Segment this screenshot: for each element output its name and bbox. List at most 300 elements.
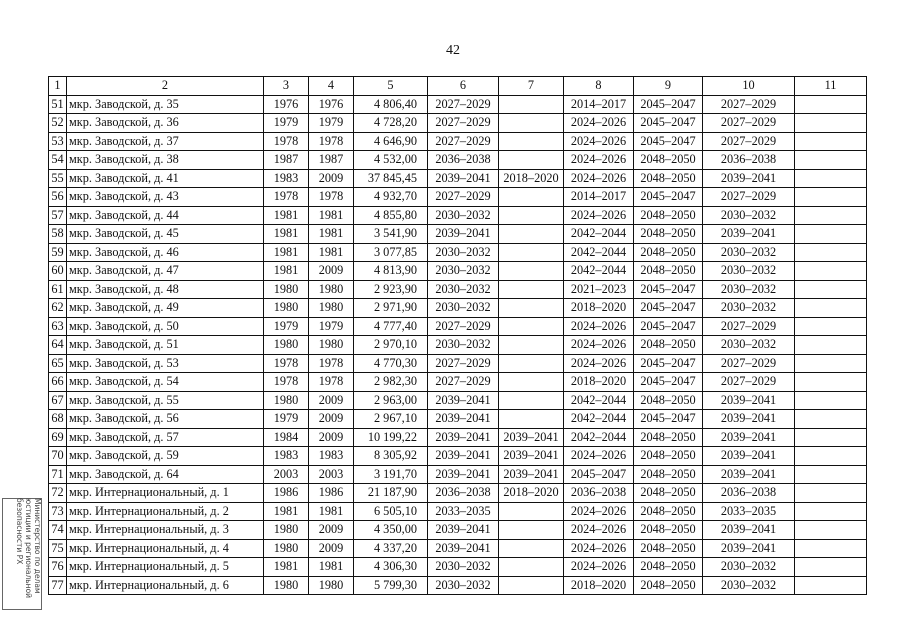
cell-year-reconstructed: 1979 xyxy=(309,114,354,133)
cell-period-d: 2045–2047 xyxy=(634,114,703,133)
cell-notes xyxy=(795,410,867,429)
cell-period-a: 2027–2029 xyxy=(428,114,499,133)
cell-period-d: 2048–2050 xyxy=(634,558,703,577)
cell-period-b xyxy=(499,280,564,299)
cell-year-built: 1981 xyxy=(264,243,309,262)
cell-period-e: 2039–2041 xyxy=(703,521,795,540)
cell-period-e: 2033–2035 xyxy=(703,502,795,521)
cell-period-e: 2027–2029 xyxy=(703,188,795,207)
column-header-6: 6 xyxy=(428,77,499,96)
cell-period-c: 2024–2026 xyxy=(564,447,634,466)
cell-row-number: 64 xyxy=(49,336,67,355)
cell-notes xyxy=(795,465,867,484)
cell-row-number: 77 xyxy=(49,576,67,595)
cell-area: 5 799,30 xyxy=(354,576,428,595)
cell-period-c: 2024–2026 xyxy=(564,206,634,225)
cell-period-b xyxy=(499,317,564,336)
cell-period-a: 2039–2041 xyxy=(428,465,499,484)
cell-row-number: 58 xyxy=(49,225,67,244)
cell-period-a: 2039–2041 xyxy=(428,169,499,188)
cell-notes xyxy=(795,521,867,540)
cell-period-b: 2039–2041 xyxy=(499,465,564,484)
cell-year-built: 1987 xyxy=(264,151,309,170)
cell-row-number: 56 xyxy=(49,188,67,207)
cell-address: мкр. Заводской, д. 36 xyxy=(67,114,264,133)
cell-notes xyxy=(795,206,867,225)
cell-period-d: 2045–2047 xyxy=(634,317,703,336)
column-header-1: 1 xyxy=(49,77,67,96)
cell-year-reconstructed: 1980 xyxy=(309,576,354,595)
cell-row-number: 62 xyxy=(49,299,67,318)
cell-address: мкр. Заводской, д. 46 xyxy=(67,243,264,262)
cell-year-built: 1981 xyxy=(264,502,309,521)
cell-notes xyxy=(795,447,867,466)
cell-period-a: 2030–2032 xyxy=(428,280,499,299)
cell-area: 4 806,40 xyxy=(354,95,428,114)
table-row xyxy=(49,447,867,466)
cell-area: 8 305,92 xyxy=(354,447,428,466)
cell-year-built: 1978 xyxy=(264,373,309,392)
cell-year-reconstructed: 1987 xyxy=(309,151,354,170)
cell-address: мкр. Заводской, д. 59 xyxy=(67,447,264,466)
cell-notes xyxy=(795,299,867,318)
cell-area: 4 532,00 xyxy=(354,151,428,170)
cell-row-number: 54 xyxy=(49,151,67,170)
cell-period-a: 2030–2032 xyxy=(428,299,499,318)
cell-year-reconstructed: 2009 xyxy=(309,428,354,447)
table-row xyxy=(49,95,867,114)
cell-address: мкр. Заводской, д. 51 xyxy=(67,336,264,355)
cell-year-built: 1986 xyxy=(264,484,309,503)
cell-period-c: 2018–2020 xyxy=(564,299,634,318)
cell-period-d: 2045–2047 xyxy=(634,410,703,429)
table-row xyxy=(49,391,867,410)
cell-period-a: 2030–2032 xyxy=(428,336,499,355)
cell-area: 2 963,00 xyxy=(354,391,428,410)
cell-notes xyxy=(795,484,867,503)
cell-area: 21 187,90 xyxy=(354,484,428,503)
cell-period-d: 2045–2047 xyxy=(634,132,703,151)
cell-period-b xyxy=(499,151,564,170)
cell-row-number: 72 xyxy=(49,484,67,503)
cell-notes xyxy=(795,558,867,577)
cell-period-e: 2039–2041 xyxy=(703,428,795,447)
table-row xyxy=(49,410,867,429)
cell-row-number: 69 xyxy=(49,428,67,447)
cell-period-e: 2027–2029 xyxy=(703,114,795,133)
cell-row-number: 55 xyxy=(49,169,67,188)
cell-area: 4 777,40 xyxy=(354,317,428,336)
cell-notes xyxy=(795,169,867,188)
cell-year-built: 1981 xyxy=(264,262,309,281)
cell-area: 3 541,90 xyxy=(354,225,428,244)
cell-period-a: 2027–2029 xyxy=(428,132,499,151)
cell-row-number: 60 xyxy=(49,262,67,281)
cell-period-e: 2030–2032 xyxy=(703,262,795,281)
cell-year-built: 1981 xyxy=(264,558,309,577)
page-number: 42 xyxy=(446,43,460,58)
cell-period-c: 2042–2044 xyxy=(564,428,634,447)
registration-stamp xyxy=(2,498,42,610)
cell-address: мкр. Заводской, д. 35 xyxy=(67,95,264,114)
table-row xyxy=(49,558,867,577)
cell-row-number: 73 xyxy=(49,502,67,521)
cell-period-b: 2039–2041 xyxy=(499,428,564,447)
cell-period-e: 2030–2032 xyxy=(703,558,795,577)
cell-period-b xyxy=(499,299,564,318)
cell-period-c: 2021–2023 xyxy=(564,280,634,299)
cell-period-d: 2048–2050 xyxy=(634,428,703,447)
column-header-11: 11 xyxy=(795,77,867,96)
cell-period-c: 2024–2026 xyxy=(564,169,634,188)
cell-period-a: 2039–2041 xyxy=(428,391,499,410)
cell-period-c: 2042–2044 xyxy=(564,262,634,281)
cell-period-e: 2027–2029 xyxy=(703,373,795,392)
cell-period-e: 2039–2041 xyxy=(703,447,795,466)
cell-year-reconstructed: 1980 xyxy=(309,336,354,355)
cell-year-reconstructed: 1978 xyxy=(309,373,354,392)
cell-period-e: 2036–2038 xyxy=(703,484,795,503)
cell-area: 4 646,90 xyxy=(354,132,428,151)
cell-period-d: 2048–2050 xyxy=(634,336,703,355)
cell-period-d: 2048–2050 xyxy=(634,243,703,262)
cell-notes xyxy=(795,225,867,244)
cell-row-number: 71 xyxy=(49,465,67,484)
cell-notes xyxy=(795,132,867,151)
cell-address: мкр. Заводской, д. 56 xyxy=(67,410,264,429)
cell-address: мкр. Интернациональный, д. 2 xyxy=(67,502,264,521)
cell-year-reconstructed: 1981 xyxy=(309,206,354,225)
cell-period-c: 2014–2017 xyxy=(564,188,634,207)
cell-period-b xyxy=(499,410,564,429)
table-row xyxy=(49,151,867,170)
cell-address: мкр. Интернациональный, д. 6 xyxy=(67,576,264,595)
cell-period-d: 2045–2047 xyxy=(634,354,703,373)
table-row xyxy=(49,299,867,318)
stamp-line: безопасности РХ xyxy=(15,498,24,565)
cell-year-built: 1976 xyxy=(264,95,309,114)
table-row xyxy=(49,539,867,558)
cell-period-d: 2048–2050 xyxy=(634,521,703,540)
cell-period-c: 2045–2047 xyxy=(564,465,634,484)
cell-address: мкр. Интернациональный, д. 5 xyxy=(67,558,264,577)
table-row xyxy=(49,206,867,225)
cell-notes xyxy=(795,317,867,336)
cell-period-b xyxy=(499,225,564,244)
cell-period-a: 2036–2038 xyxy=(428,151,499,170)
cell-address: мкр. Заводской, д. 50 xyxy=(67,317,264,336)
cell-period-d: 2045–2047 xyxy=(634,95,703,114)
cell-period-c: 2024–2026 xyxy=(564,539,634,558)
cell-period-d: 2048–2050 xyxy=(634,151,703,170)
cell-address: мкр. Заводской, д. 44 xyxy=(67,206,264,225)
cell-year-reconstructed: 1980 xyxy=(309,299,354,318)
cell-notes xyxy=(795,391,867,410)
column-header-2: 2 xyxy=(67,77,264,96)
cell-period-c: 2042–2044 xyxy=(564,243,634,262)
cell-notes xyxy=(795,151,867,170)
cell-period-b xyxy=(499,576,564,595)
cell-notes xyxy=(795,243,867,262)
cell-period-c: 2018–2020 xyxy=(564,576,634,595)
cell-area: 3 077,85 xyxy=(354,243,428,262)
cell-year-reconstructed: 1983 xyxy=(309,447,354,466)
column-header-10: 10 xyxy=(703,77,795,96)
cell-period-c: 2042–2044 xyxy=(564,410,634,429)
cell-notes xyxy=(795,262,867,281)
cell-row-number: 75 xyxy=(49,539,67,558)
cell-address: мкр. Интернациональный, д. 4 xyxy=(67,539,264,558)
cell-address: мкр. Заводской, д. 48 xyxy=(67,280,264,299)
table-row xyxy=(49,336,867,355)
cell-period-e: 2027–2029 xyxy=(703,95,795,114)
cell-area: 2 923,90 xyxy=(354,280,428,299)
cell-address: мкр. Заводской, д. 38 xyxy=(67,151,264,170)
cell-period-b xyxy=(499,502,564,521)
cell-period-b xyxy=(499,558,564,577)
stamp-line: юстиции и региональной xyxy=(24,498,33,599)
column-header-9: 9 xyxy=(634,77,703,96)
cell-period-d: 2048–2050 xyxy=(634,169,703,188)
cell-period-e: 2039–2041 xyxy=(703,391,795,410)
cell-period-d: 2045–2047 xyxy=(634,373,703,392)
table-row xyxy=(49,132,867,151)
cell-address: мкр. Заводской, д. 41 xyxy=(67,169,264,188)
cell-period-d: 2045–2047 xyxy=(634,188,703,207)
cell-period-d: 2048–2050 xyxy=(634,262,703,281)
cell-year-built: 1978 xyxy=(264,132,309,151)
stamp-text xyxy=(4,498,42,610)
cell-period-e: 2030–2032 xyxy=(703,576,795,595)
cell-row-number: 70 xyxy=(49,447,67,466)
data-table xyxy=(48,76,867,595)
cell-row-number: 67 xyxy=(49,391,67,410)
cell-address: мкр. Заводской, д. 57 xyxy=(67,428,264,447)
cell-year-reconstructed: 2009 xyxy=(309,391,354,410)
cell-period-c: 2042–2044 xyxy=(564,391,634,410)
header-row xyxy=(49,77,867,96)
cell-year-built: 1978 xyxy=(264,354,309,373)
cell-row-number: 57 xyxy=(49,206,67,225)
cell-period-a: 2039–2041 xyxy=(428,447,499,466)
cell-address: мкр. Заводской, д. 37 xyxy=(67,132,264,151)
table-row xyxy=(49,428,867,447)
cell-area: 4 855,80 xyxy=(354,206,428,225)
cell-period-b xyxy=(499,262,564,281)
cell-row-number: 51 xyxy=(49,95,67,114)
cell-area: 4 337,20 xyxy=(354,539,428,558)
cell-year-built: 1984 xyxy=(264,428,309,447)
cell-year-built: 1980 xyxy=(264,521,309,540)
table-row xyxy=(49,225,867,244)
cell-period-b xyxy=(499,206,564,225)
cell-address: мкр. Заводской, д. 54 xyxy=(67,373,264,392)
cell-period-e: 2027–2029 xyxy=(703,354,795,373)
cell-year-built: 1983 xyxy=(264,447,309,466)
table-row xyxy=(49,502,867,521)
cell-notes xyxy=(795,280,867,299)
cell-period-b xyxy=(499,243,564,262)
cell-period-d: 2045–2047 xyxy=(634,299,703,318)
cell-row-number: 52 xyxy=(49,114,67,133)
table-row xyxy=(49,262,867,281)
cell-period-e: 2039–2041 xyxy=(703,410,795,429)
cell-period-d: 2048–2050 xyxy=(634,576,703,595)
cell-year-reconstructed: 1981 xyxy=(309,243,354,262)
cell-period-c: 2024–2026 xyxy=(564,354,634,373)
column-header-4: 4 xyxy=(309,77,354,96)
cell-period-a: 2027–2029 xyxy=(428,373,499,392)
cell-year-reconstructed: 2009 xyxy=(309,262,354,281)
table-body xyxy=(49,77,867,595)
cell-year-reconstructed: 1978 xyxy=(309,188,354,207)
cell-period-c: 2014–2017 xyxy=(564,95,634,114)
cell-period-e: 2039–2041 xyxy=(703,169,795,188)
cell-period-a: 2030–2032 xyxy=(428,206,499,225)
cell-period-d: 2048–2050 xyxy=(634,447,703,466)
cell-row-number: 53 xyxy=(49,132,67,151)
table-row xyxy=(49,465,867,484)
cell-area: 4 306,30 xyxy=(354,558,428,577)
cell-address: мкр. Заводской, д. 47 xyxy=(67,262,264,281)
table-row xyxy=(49,484,867,503)
cell-period-a: 2030–2032 xyxy=(428,558,499,577)
table-row xyxy=(49,373,867,392)
cell-row-number: 63 xyxy=(49,317,67,336)
cell-period-a: 2027–2029 xyxy=(428,188,499,207)
cell-notes xyxy=(795,373,867,392)
cell-period-d: 2048–2050 xyxy=(634,465,703,484)
cell-year-reconstructed: 2003 xyxy=(309,465,354,484)
cell-year-built: 1980 xyxy=(264,539,309,558)
cell-period-a: 2039–2041 xyxy=(428,225,499,244)
cell-area: 2 967,10 xyxy=(354,410,428,429)
cell-address: мкр. Заводской, д. 53 xyxy=(67,354,264,373)
cell-period-e: 2039–2041 xyxy=(703,539,795,558)
cell-period-e: 2039–2041 xyxy=(703,225,795,244)
table-row xyxy=(49,188,867,207)
cell-period-c: 2024–2026 xyxy=(564,151,634,170)
cell-period-a: 2033–2035 xyxy=(428,502,499,521)
cell-period-e: 2030–2032 xyxy=(703,336,795,355)
cell-period-c: 2024–2026 xyxy=(564,114,634,133)
cell-period-b xyxy=(499,336,564,355)
cell-period-a: 2030–2032 xyxy=(428,576,499,595)
cell-period-c: 2042–2044 xyxy=(564,225,634,244)
cell-year-built: 1980 xyxy=(264,391,309,410)
cell-year-reconstructed: 1978 xyxy=(309,132,354,151)
cell-address: мкр. Интернациональный, д. 1 xyxy=(67,484,264,503)
cell-area: 4 932,70 xyxy=(354,188,428,207)
cell-area: 4 770,30 xyxy=(354,354,428,373)
cell-year-reconstructed: 1980 xyxy=(309,280,354,299)
cell-area: 2 982,30 xyxy=(354,373,428,392)
cell-row-number: 61 xyxy=(49,280,67,299)
cell-period-e: 2036–2038 xyxy=(703,151,795,170)
cell-year-built: 1980 xyxy=(264,576,309,595)
cell-period-d: 2048–2050 xyxy=(634,502,703,521)
cell-row-number: 76 xyxy=(49,558,67,577)
cell-period-c: 2036–2038 xyxy=(564,484,634,503)
cell-area: 37 845,45 xyxy=(354,169,428,188)
cell-notes xyxy=(795,354,867,373)
cell-period-d: 2048–2050 xyxy=(634,225,703,244)
cell-year-built: 2003 xyxy=(264,465,309,484)
cell-period-c: 2024–2026 xyxy=(564,132,634,151)
cell-address: мкр. Заводской, д. 49 xyxy=(67,299,264,318)
cell-period-e: 2030–2032 xyxy=(703,243,795,262)
cell-area: 6 505,10 xyxy=(354,502,428,521)
cell-notes xyxy=(795,114,867,133)
cell-period-a: 2039–2041 xyxy=(428,521,499,540)
cell-notes xyxy=(795,188,867,207)
cell-year-reconstructed: 1979 xyxy=(309,317,354,336)
cell-year-built: 1979 xyxy=(264,410,309,429)
cell-period-b xyxy=(499,114,564,133)
cell-period-c: 2024–2026 xyxy=(564,521,634,540)
cell-period-b: 2039–2041 xyxy=(499,447,564,466)
cell-period-d: 2045–2047 xyxy=(634,280,703,299)
cell-area: 10 199,22 xyxy=(354,428,428,447)
cell-notes xyxy=(795,336,867,355)
cell-notes xyxy=(795,95,867,114)
cell-year-reconstructed: 2009 xyxy=(309,410,354,429)
column-header-5: 5 xyxy=(354,77,428,96)
cell-year-built: 1978 xyxy=(264,188,309,207)
cell-row-number: 74 xyxy=(49,521,67,540)
cell-address: мкр. Заводской, д. 55 xyxy=(67,391,264,410)
cell-period-a: 2027–2029 xyxy=(428,95,499,114)
cell-period-a: 2027–2029 xyxy=(428,354,499,373)
cell-area: 3 191,70 xyxy=(354,465,428,484)
cell-period-b xyxy=(499,188,564,207)
cell-area: 4 813,90 xyxy=(354,262,428,281)
cell-period-e: 2030–2032 xyxy=(703,280,795,299)
cell-period-d: 2048–2050 xyxy=(634,484,703,503)
cell-area: 4 728,20 xyxy=(354,114,428,133)
cell-period-c: 2024–2026 xyxy=(564,317,634,336)
cell-year-reconstructed: 1986 xyxy=(309,484,354,503)
cell-notes xyxy=(795,539,867,558)
cell-period-c: 2024–2026 xyxy=(564,502,634,521)
cell-period-e: 2030–2032 xyxy=(703,299,795,318)
cell-year-built: 1979 xyxy=(264,114,309,133)
cell-period-d: 2048–2050 xyxy=(634,206,703,225)
cell-period-b: 2018–2020 xyxy=(499,484,564,503)
cell-period-a: 2036–2038 xyxy=(428,484,499,503)
cell-period-e: 2030–2032 xyxy=(703,206,795,225)
table-row xyxy=(49,243,867,262)
table-row xyxy=(49,317,867,336)
cell-year-reconstructed: 1981 xyxy=(309,502,354,521)
cell-year-built: 1981 xyxy=(264,206,309,225)
cell-year-reconstructed: 1976 xyxy=(309,95,354,114)
cell-period-c: 2024–2026 xyxy=(564,558,634,577)
cell-row-number: 66 xyxy=(49,373,67,392)
cell-period-b xyxy=(499,373,564,392)
cell-period-a: 2039–2041 xyxy=(428,539,499,558)
cell-year-built: 1980 xyxy=(264,299,309,318)
cell-area: 2 970,10 xyxy=(354,336,428,355)
cell-period-b xyxy=(499,132,564,151)
cell-period-b: 2018–2020 xyxy=(499,169,564,188)
cell-address: мкр. Заводской, д. 43 xyxy=(67,188,264,207)
cell-notes xyxy=(795,502,867,521)
cell-year-built: 1979 xyxy=(264,317,309,336)
cell-year-reconstructed: 1981 xyxy=(309,558,354,577)
table-row xyxy=(49,114,867,133)
cell-period-a: 2027–2029 xyxy=(428,317,499,336)
